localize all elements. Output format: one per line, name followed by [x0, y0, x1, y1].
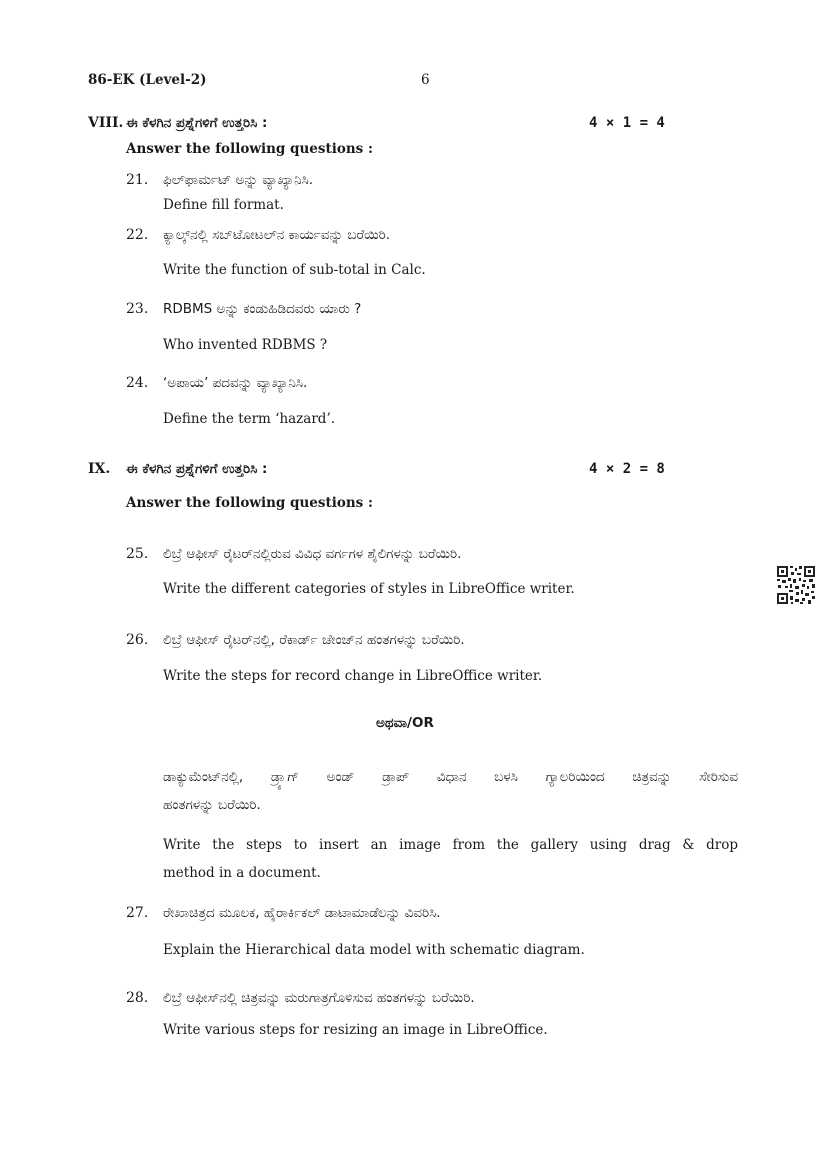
question-28-en: Write various steps for resizing an image in LibreOffice. [163, 1022, 548, 1038]
question-number: 27. [126, 905, 149, 921]
question-24-kn: ‘ಅಪಾಯ’ ಪದವನ್ನು ವ್ಯಾಖ್ಯಾನಿಸಿ. [163, 375, 308, 391]
section-ix-number: IX. [88, 461, 111, 477]
section-ix-marks: 4 × 2 = 8 [589, 461, 665, 477]
question-24-en: Define the term ‘hazard’. [163, 411, 336, 427]
question-number: 25. [126, 546, 149, 562]
qr-code [776, 565, 816, 605]
question-26-kn: ಲಿಬ್ರೆ ಆಫೀಸ್ ರೈಟರ್‌ನಲ್ಲಿ, ರೆಕಾರ್ಡ್ ಚೇಂಜ್‌ನ ಹಂತಗಳನ್ನು ಬರೆಯಿರಿ. [163, 632, 465, 648]
question-26-en: Write the steps for record change in LibreOffice writer. [163, 668, 543, 684]
question-21-en: Define fill format. [163, 197, 284, 213]
or-question-kn-line2: ಹಂತಗಳನ್ನು ಬರೆಯಿರಿ. [163, 797, 261, 813]
question-28-kn: ಲಿಬ್ರೆ ಆಫೀಸ್‌ನಲ್ಲಿ ಚಿತ್ರವನ್ನು ಮರುಗಾತ್ರಗೊಳಿಸುವ ಹಂತಗಳನ್ನು ಬರೆಯಿರಿ. [163, 990, 475, 1006]
section-viii-marks: 4 × 1 = 4 [589, 115, 665, 131]
question-22-kn: ಕ್ಯಾಲ್ಕ್‌ನಲ್ಲಿ ಸಬ್‌ಟೋಟಲ್‌ನ ಕಾರ್ಯವನ್ನು ಬರೆಯಿರಿ. [163, 227, 391, 243]
section-viii-number: VIII. [88, 115, 124, 131]
paper-code: 86-EK (Level-2) [88, 72, 207, 88]
page-number: 6 [421, 72, 430, 88]
question-27-en: Explain the Hierarchical data model with schematic diagram. [163, 942, 585, 958]
question-25-kn: ಲಿಬ್ರೆ ಆಫೀಸ್ ರೈಟರ್‌ನಲ್ಲಿರುವ ವಿವಿಧ ವರ್ಗಗಳ ಶೈಲಿಗಳನ್ನು ಬರೆಯಿರಿ. [163, 546, 462, 562]
question-25-en: Write the different categories of styles in LibreOffice writer. [163, 581, 575, 597]
or-separator: ಅಥವಾ/OR [376, 715, 434, 731]
question-number: 21. [126, 172, 149, 188]
question-23-kn: RDBMS ಅನ್ನು ಕಂಡುಹಿಡಿದವರು ಯಾರು ? [163, 301, 362, 317]
question-number: 28. [126, 990, 149, 1006]
section-viii-instruction-kn: ಈ ಕೆಳಗಿನ ಪ್ರಶ್ನೆಗಳಿಗೆ ಉತ್ತರಿಸಿ : [126, 115, 268, 131]
or-question-en-line1: Write the steps to insert an image from the gallery using drag & drop [163, 837, 738, 853]
question-number: 22. [126, 227, 149, 243]
section-ix-instruction-en: Answer the following questions : [126, 495, 373, 511]
section-ix-instruction-kn: ಈ ಕೆಳಗಿನ ಪ್ರಶ್ನೆಗಳಿಗೆ ಉತ್ತರಿಸಿ : [126, 461, 268, 477]
or-question-kn-line1: ಡಾಕ್ಯುಮೆಂಟ್‌ನಲ್ಲಿ, ಡ್ರ್ಯಾಗ್ ಅಂಡ್ ಡ್ರಾಪ್ ವಿಧಾನ ಬಳಸಿ ಗ್ಯಾಲರಿಯಿಂದ ಚಿತ್ರವನ್ನು ಸೇರಿಸುವ [163, 769, 738, 785]
or-question-en-line2: method in a document. [163, 865, 321, 881]
question-21-kn: ಫಿಲ್‌ಫಾರ್ಮಟ್ ಅನ್ನು ವ್ಯಾಖ್ಯಾನಿಸಿ. [163, 172, 314, 188]
question-27-kn: ರೇಖಾಚಿತ್ರದ ಮೂಲಕ, ಹೈರಾರ್ಕಿಕಲ್ ಡಾಟಾಮಾಡೆಲನ್ನು ವಿವರಿಸಿ. [163, 905, 441, 921]
question-23-en: Who invented RDBMS ? [163, 337, 328, 353]
section-viii-instruction-en: Answer the following questions : [126, 141, 373, 157]
question-number: 24. [126, 375, 149, 391]
question-number: 23. [126, 301, 149, 317]
question-number: 26. [126, 632, 149, 648]
question-22-en: Write the function of sub-total in Calc. [163, 262, 426, 278]
